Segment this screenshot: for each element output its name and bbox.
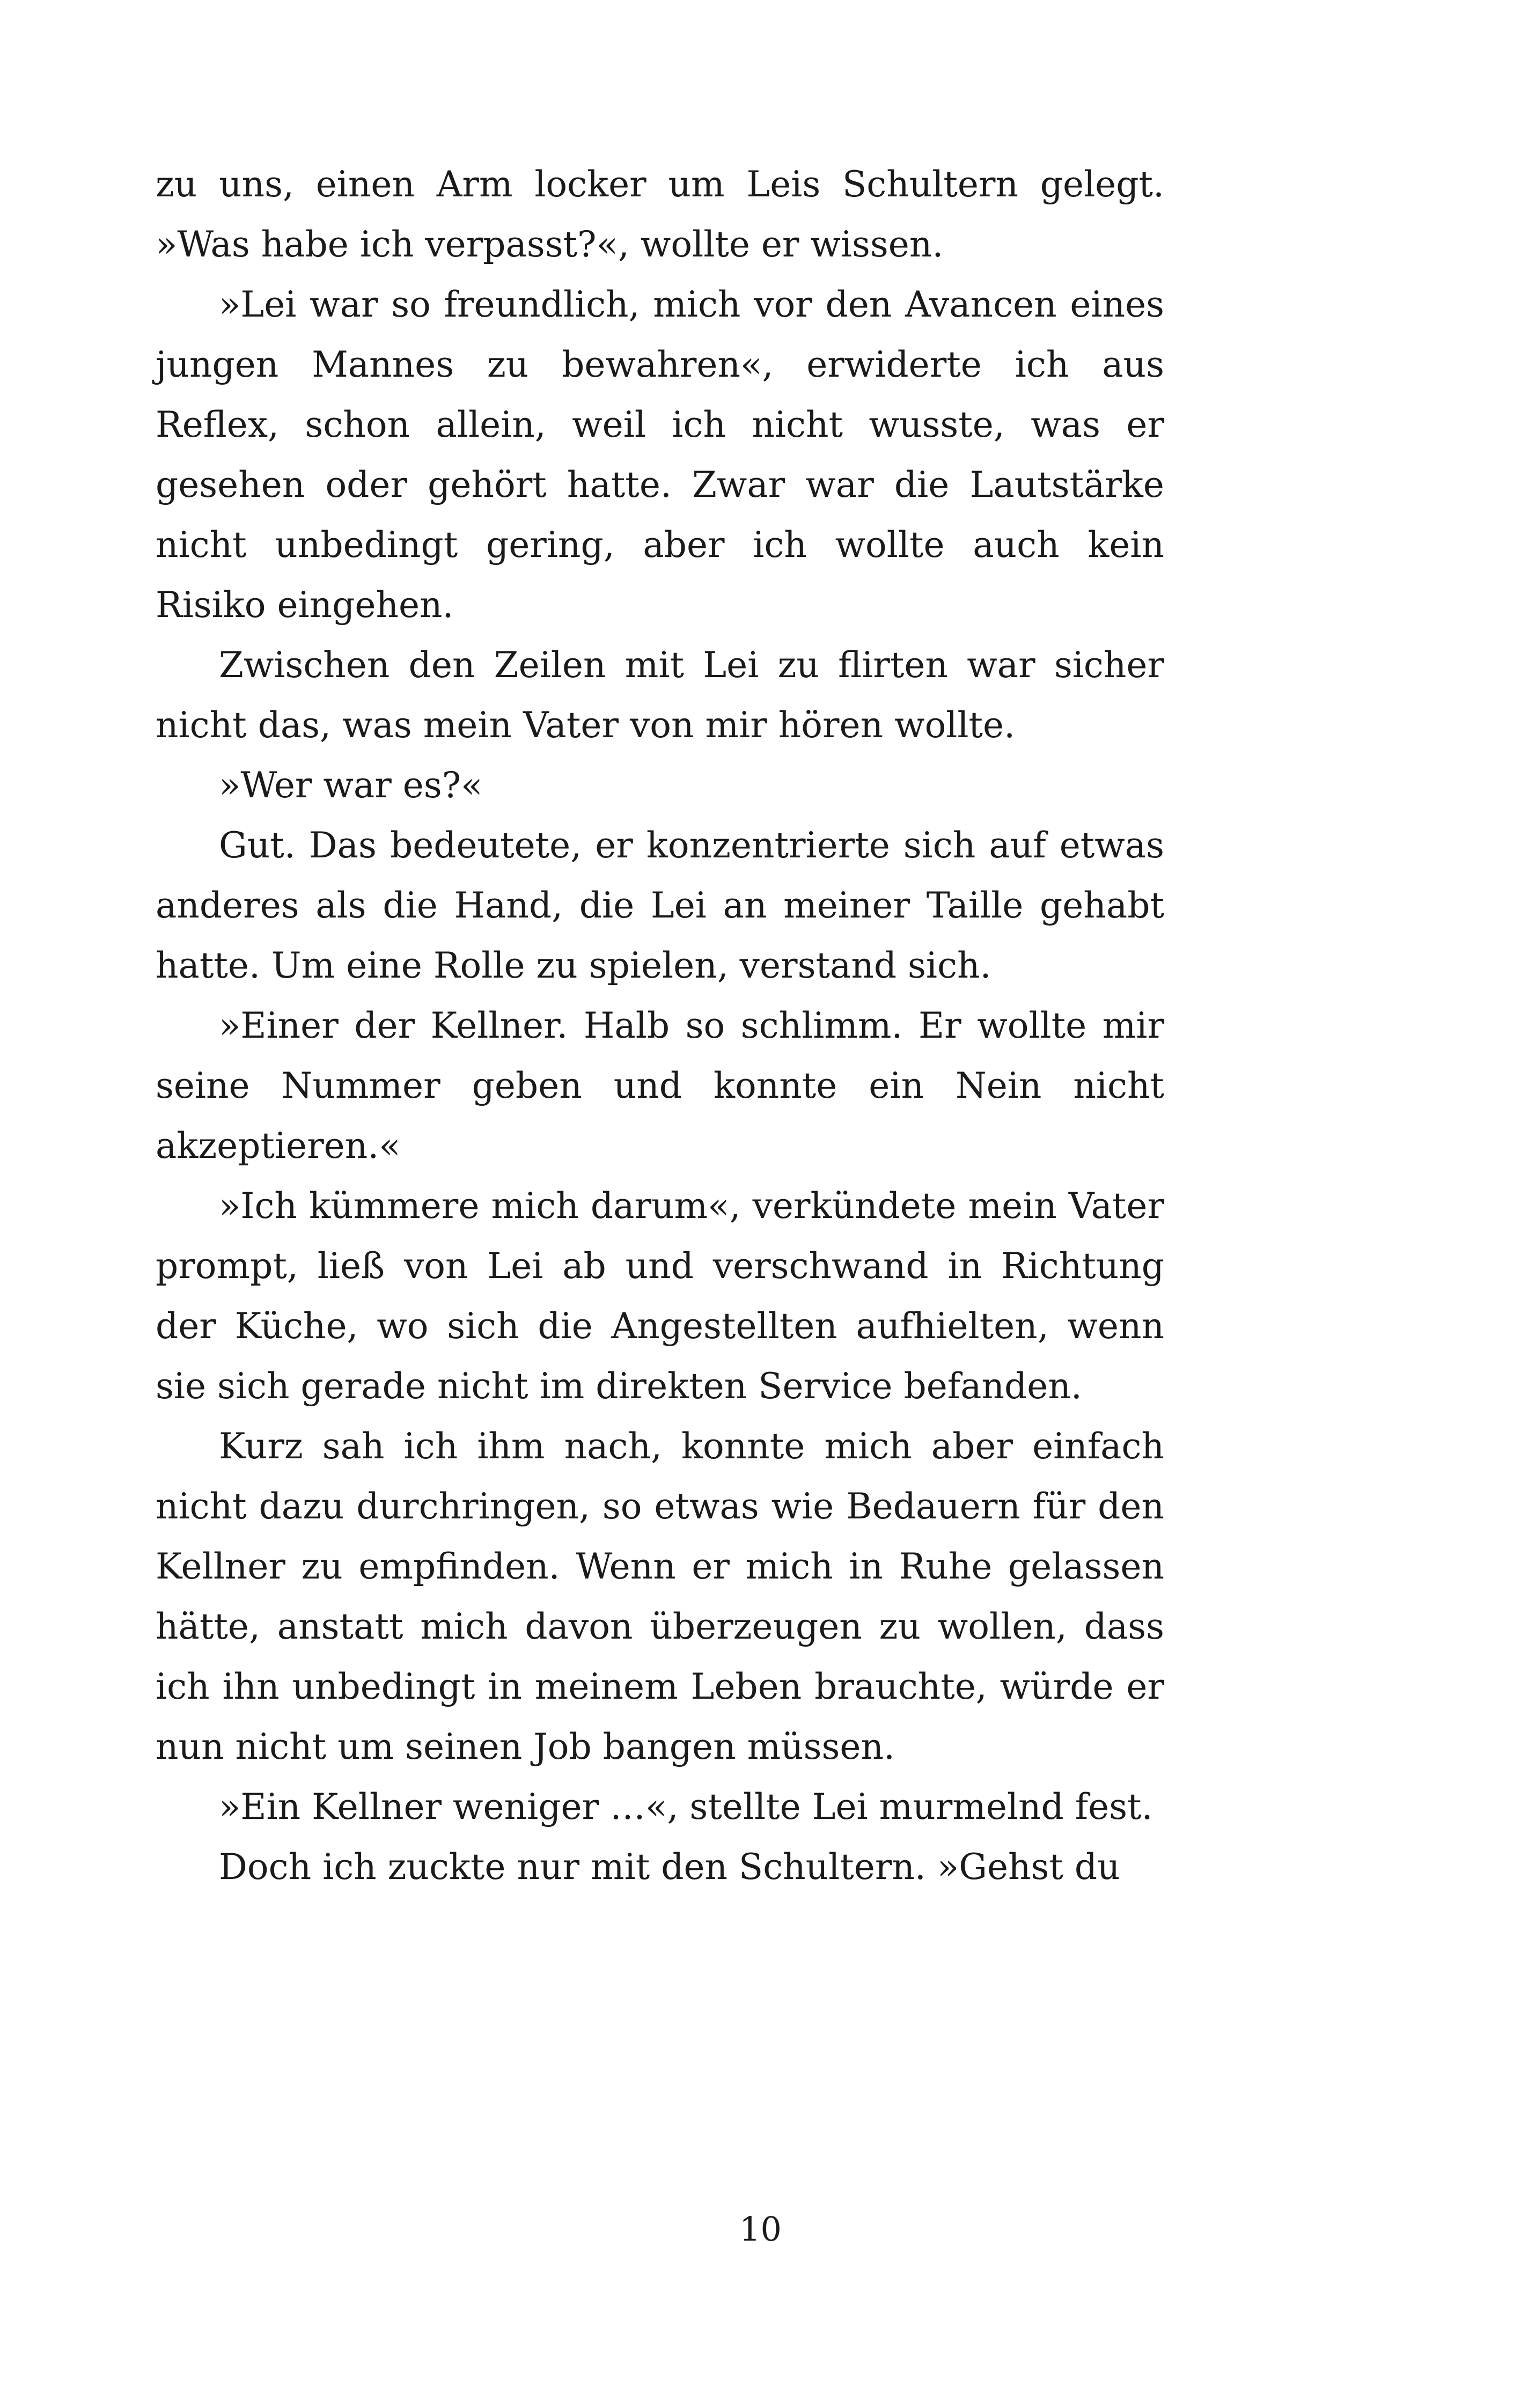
paragraph: Doch ich zuckte nur mit den Schultern. »Gehst du — [219, 1846, 1120, 1888]
paragraph: Gut. Das bedeutete, er konzentrierte sich auf etwas anderes als die Hand, die Lei an meiner Taille gehabt hatte. Um eine Rolle zu spielen, verstand sich. — [156, 825, 1164, 986]
paragraph: »Wer war es?« — [219, 765, 483, 806]
paragraph: »Lei war so freundlich, mich vor den Avancen eines jungen Mannes zu bewahren«, erwiderte ich aus Reflex, schon allein, weil ich nicht wusste, was er gesehen oder gehört hatte. Zwar war die Lautstärke nicht unbedingt gering, aber ich wollte auch kein Risiko eingehen. — [156, 284, 1164, 626]
body-text — [156, 155, 1164, 1897]
paragraph: zu uns, einen Arm locker um Leis Schultern gelegt. »Was habe ich verpasst?«, wollte er wissen. — [156, 164, 1164, 265]
paragraph: Zwischen den Zeilen mit Lei zu flirten war sicher nicht das, was mein Vater von mir hören wollte. — [156, 644, 1164, 746]
page-number: 10 — [739, 2209, 782, 2249]
paragraph: »Einer der Kellner. Halb so schlimm. Er wollte mir seine Nummer geben und konnte ein Nein nicht akzeptieren.« — [156, 1005, 1164, 1166]
paragraph: »Ich kümmere mich darum«, verkündete mein Vater prompt, ließ von Lei ab und verschwand in Richtung der Küche, wo sich die Angestellten aufhielten, wenn sie sich gerade nicht im direkten Service befanden. — [156, 1185, 1164, 1407]
paragraph: »Ein Kellner weniger …«, stellte Lei murmelnd fest. — [219, 1786, 1153, 1827]
paragraph: Kurz sah ich ihm nach, konnte mich aber einfach nicht dazu durchringen, so etwas wie Bedauern für den Kellner zu empfinden. Wenn er mich in Ruhe gelassen hätte, anstatt mich davon überzeugen zu wollen, dass ich ihn unbedingt in meinem Leben brauchte, würde er nun nicht um seinen Job bangen müssen. — [156, 1426, 1164, 1767]
